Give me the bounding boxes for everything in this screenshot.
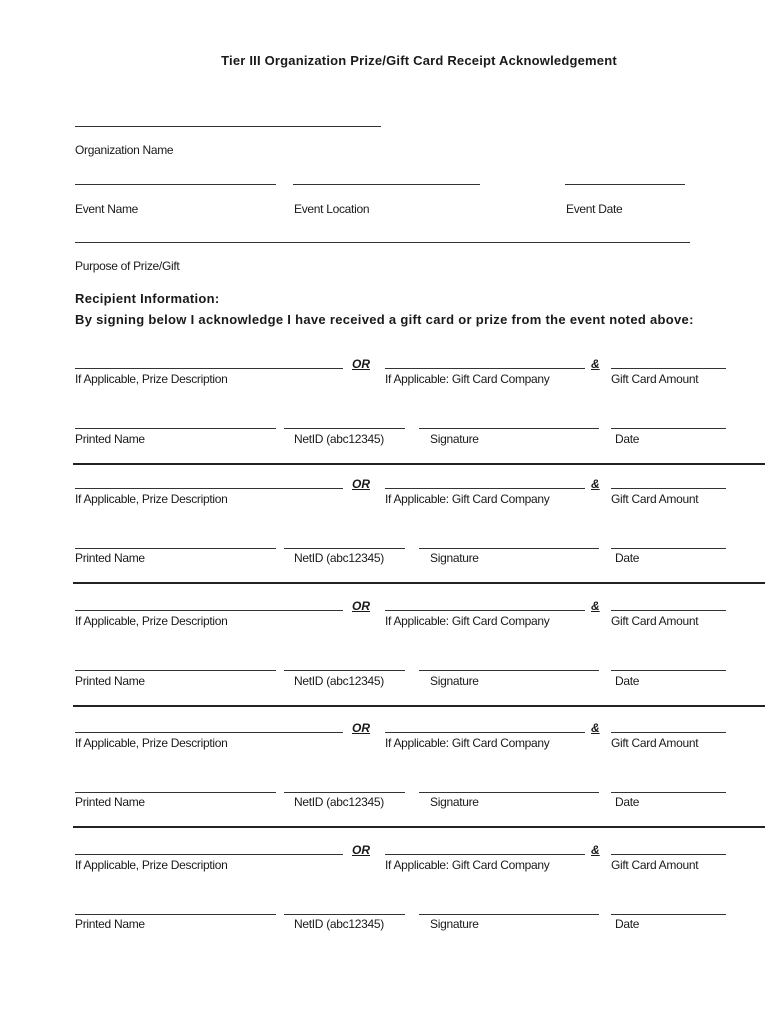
document-title: Tier III Organization Prize/Gift Card Receipt Acknowledgement [221, 53, 617, 68]
prize-description-label: If Applicable, Prize Description [75, 736, 228, 750]
and-label: & [591, 357, 600, 371]
gift-card-company-field[interactable] [385, 488, 585, 489]
signature-label: Signature [430, 551, 479, 565]
netid-field[interactable] [284, 548, 405, 549]
prize-description-label: If Applicable, Prize Description [75, 858, 228, 872]
recipient-heading: Recipient Information: [75, 291, 220, 306]
prize-description-label: If Applicable, Prize Description [75, 614, 228, 628]
date-label: Date [615, 795, 640, 809]
netid-field[interactable] [284, 428, 405, 429]
printed-name-field[interactable] [75, 914, 276, 915]
printed-name-label: Printed Name [75, 432, 145, 446]
event-name-label: Event Name [75, 202, 139, 216]
gift-card-company-field[interactable] [385, 854, 585, 855]
entry-divider [73, 582, 765, 584]
prize-description-field[interactable] [75, 610, 343, 611]
prize-description-field[interactable] [75, 732, 343, 733]
printed-name-field[interactable] [75, 792, 276, 793]
printed-name-field[interactable] [75, 548, 276, 549]
date-label: Date [615, 674, 640, 688]
or-label: OR [352, 843, 370, 857]
event-date-label: Event Date [566, 202, 623, 216]
gift-card-amount-field[interactable] [611, 854, 726, 855]
printed-name-field[interactable] [75, 670, 276, 671]
gift-card-company-label: If Applicable: Gift Card Company [385, 736, 550, 750]
prize-description-field[interactable] [75, 488, 343, 489]
gift-card-amount-label: Gift Card Amount [611, 372, 699, 386]
recipient-entry [0, 720, 770, 810]
netid-field[interactable] [284, 670, 405, 671]
gift-card-amount-field[interactable] [611, 610, 726, 611]
signature-field[interactable] [419, 428, 599, 429]
and-label: & [591, 599, 600, 613]
gift-card-company-field[interactable] [385, 732, 585, 733]
gift-card-company-label: If Applicable: Gift Card Company [385, 492, 550, 506]
prize-description-label: If Applicable, Prize Description [75, 492, 228, 506]
signature-field[interactable] [419, 914, 599, 915]
and-label: & [591, 721, 600, 735]
gift-card-amount-label: Gift Card Amount [611, 492, 699, 506]
netid-label: NetID (abc12345) [294, 917, 384, 931]
signature-label: Signature [430, 674, 479, 688]
netid-label: NetID (abc12345) [294, 795, 384, 809]
prize-description-field[interactable] [75, 854, 343, 855]
gift-card-company-field[interactable] [385, 610, 585, 611]
prize-description-field[interactable] [75, 368, 343, 369]
prize-description-label: If Applicable, Prize Description [75, 372, 228, 386]
date-field[interactable] [611, 670, 726, 671]
netid-label: NetID (abc12345) [294, 432, 384, 446]
date-field[interactable] [611, 792, 726, 793]
and-label: & [591, 477, 600, 491]
netid-label: NetID (abc12345) [294, 674, 384, 688]
netid-field[interactable] [284, 914, 405, 915]
entry-divider [73, 826, 765, 828]
printed-name-field[interactable] [75, 428, 276, 429]
date-label: Date [615, 551, 640, 565]
printed-name-label: Printed Name [75, 551, 145, 565]
or-label: OR [352, 357, 370, 371]
signature-field[interactable] [419, 792, 599, 793]
signature-label: Signature [430, 917, 479, 931]
printed-name-label: Printed Name [75, 917, 145, 931]
recipient-entry [0, 598, 770, 688]
entry-divider [73, 705, 765, 707]
gift-card-amount-field[interactable] [611, 732, 726, 733]
organization-name-field[interactable] [75, 126, 381, 127]
netid-label: NetID (abc12345) [294, 551, 384, 565]
recipient-entry [0, 356, 770, 446]
gift-card-company-label: If Applicable: Gift Card Company [385, 858, 550, 872]
gift-card-amount-field[interactable] [611, 488, 726, 489]
netid-field[interactable] [284, 792, 405, 793]
and-label: & [591, 843, 600, 857]
date-field[interactable] [611, 914, 726, 915]
signature-field[interactable] [419, 548, 599, 549]
gift-card-amount-label: Gift Card Amount [611, 858, 699, 872]
printed-name-label: Printed Name [75, 795, 145, 809]
or-label: OR [352, 477, 370, 491]
date-label: Date [615, 917, 640, 931]
or-label: OR [352, 721, 370, 735]
recipient-entry [0, 842, 770, 932]
event-location-label: Event Location [294, 202, 370, 216]
event-date-field[interactable] [565, 184, 685, 185]
printed-name-label: Printed Name [75, 674, 145, 688]
signature-label: Signature [430, 432, 479, 446]
purpose-field[interactable] [75, 242, 690, 243]
gift-card-company-field[interactable] [385, 368, 585, 369]
purpose-label: Purpose of Prize/Gift [75, 259, 180, 273]
organization-name-label: Organization Name [75, 143, 174, 157]
date-label: Date [615, 432, 640, 446]
gift-card-company-label: If Applicable: Gift Card Company [385, 372, 550, 386]
date-field[interactable] [611, 548, 726, 549]
recipient-entry [0, 476, 770, 566]
gift-card-amount-label: Gift Card Amount [611, 614, 699, 628]
signature-label: Signature [430, 795, 479, 809]
recipient-statement: By signing below I acknowledge I have received a gift card or prize from the event noted above: [75, 312, 694, 327]
gift-card-amount-field[interactable] [611, 368, 726, 369]
gift-card-company-label: If Applicable: Gift Card Company [385, 614, 550, 628]
date-field[interactable] [611, 428, 726, 429]
or-label: OR [352, 599, 370, 613]
signature-field[interactable] [419, 670, 599, 671]
event-location-field[interactable] [293, 184, 480, 185]
entry-divider [73, 463, 765, 465]
event-name-field[interactable] [75, 184, 276, 185]
gift-card-amount-label: Gift Card Amount [611, 736, 699, 750]
